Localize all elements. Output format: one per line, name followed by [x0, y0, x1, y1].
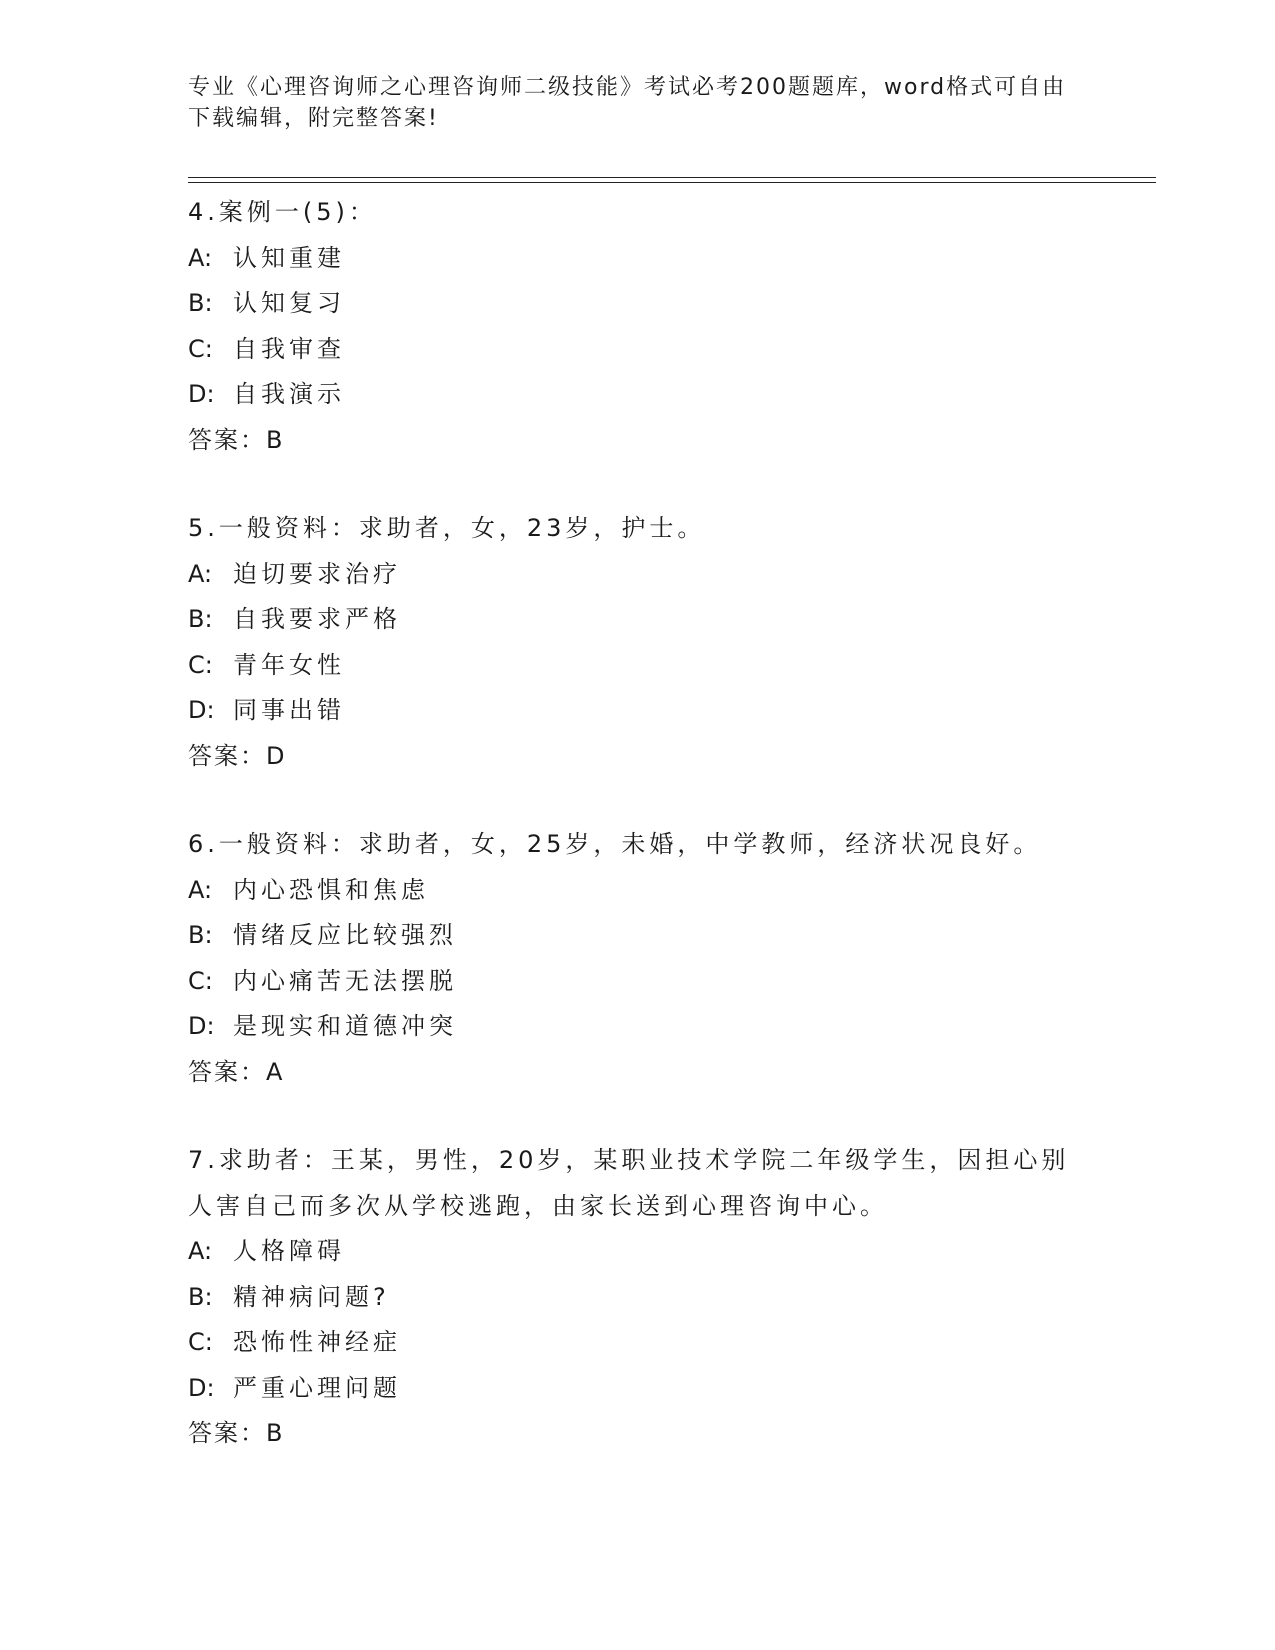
- option-label: C:: [188, 650, 213, 679]
- option-a: [188, 868, 1088, 914]
- option-a: [188, 236, 1088, 282]
- option-label: C:: [188, 966, 213, 995]
- option-text: 情绪反应比较强烈: [233, 921, 457, 949]
- option-label: A:: [188, 243, 213, 272]
- option-d: [188, 688, 1088, 734]
- option-label: D:: [188, 696, 215, 724]
- option-text: 恐怖性神经症: [233, 1328, 401, 1356]
- option-text: 人格障碍: [233, 1237, 345, 1265]
- option-b: [188, 1275, 1088, 1321]
- option-c: [188, 643, 1088, 689]
- option-a: [188, 552, 1088, 598]
- answer-label: 答案：: [188, 1419, 266, 1447]
- answer-value: B: [266, 1419, 285, 1447]
- option-label: B:: [188, 289, 213, 317]
- answer-line: [188, 418, 1088, 464]
- option-label: A:: [188, 875, 213, 904]
- option-label: A:: [188, 1237, 213, 1265]
- question-4: [188, 190, 1088, 463]
- option-text: 自我审查: [233, 334, 345, 363]
- question-text: 6.一般资料：求助者，女，25岁，未婚，中学教师，经济状况良好。: [188, 830, 1042, 858]
- option-c: [188, 327, 1088, 373]
- option-text: 自我演示: [233, 380, 345, 408]
- option-c: [188, 959, 1088, 1005]
- option-text: 内心痛苦无法摆脱: [233, 966, 457, 995]
- option-text: 自我要求严格: [233, 605, 401, 633]
- option-label: C:: [188, 1328, 213, 1356]
- option-a: [188, 1229, 1088, 1275]
- option-label: A:: [188, 559, 213, 588]
- option-b: [188, 913, 1088, 959]
- option-d: [188, 372, 1088, 418]
- option-label: B:: [188, 1282, 213, 1311]
- question-6: [188, 822, 1088, 1095]
- option-text: 严重心理问题: [233, 1373, 401, 1402]
- option-text: 是现实和道德冲突: [233, 1012, 457, 1040]
- answer-label: 答案：: [188, 425, 266, 454]
- header-divider-bottom: [188, 182, 1156, 183]
- answer-value: D: [266, 741, 287, 770]
- answer-value: B: [266, 425, 285, 454]
- option-text: 青年女性: [233, 650, 345, 679]
- option-label: C:: [188, 334, 213, 363]
- answer-label: 答案：: [188, 741, 266, 770]
- option-d: [188, 1366, 1088, 1412]
- option-label: D:: [188, 1373, 215, 1402]
- option-text: 同事出错: [233, 696, 345, 724]
- answer-label: 答案：: [188, 1057, 266, 1086]
- answer-line: [188, 734, 1088, 780]
- question-5: [188, 506, 1088, 779]
- option-c: [188, 1320, 1088, 1366]
- option-label: B:: [188, 921, 213, 949]
- option-label: D:: [188, 1012, 215, 1040]
- option-d: [188, 1004, 1088, 1050]
- header-divider-top: [188, 177, 1156, 178]
- option-text: 认知重建: [233, 243, 345, 272]
- question-text: 4.案例一(5)：: [188, 198, 377, 226]
- option-text: 认知复习: [233, 289, 345, 317]
- answer-value: A: [266, 1057, 285, 1086]
- option-text: 内心恐惧和焦虑: [233, 875, 429, 904]
- option-label: B:: [188, 605, 213, 633]
- question-text: 5.一般资料：求助者，女，23岁，护士。: [188, 514, 706, 542]
- option-text: 迫切要求治疗: [233, 559, 401, 588]
- option-b: [188, 281, 1088, 327]
- answer-line: [188, 1411, 1088, 1457]
- question-list: [188, 190, 1088, 1500]
- option-b: [188, 597, 1088, 643]
- question-text: 7.求助者：王某，男性，20岁，某职业技术学院二年级学生，因担心别人害自己而多次从学校逃跑，由家长送到心理咨询中心。: [188, 1146, 1070, 1220]
- option-label: D:: [188, 380, 215, 408]
- answer-line: [188, 1050, 1088, 1096]
- document-intro: 专业《心理咨询师之心理咨询师二级技能》考试必考200题题库，word格式可自由下载编辑，附完整答案!: [188, 75, 1067, 131]
- option-text: 精神病问题?: [233, 1282, 390, 1311]
- question-7: [188, 1138, 1088, 1457]
